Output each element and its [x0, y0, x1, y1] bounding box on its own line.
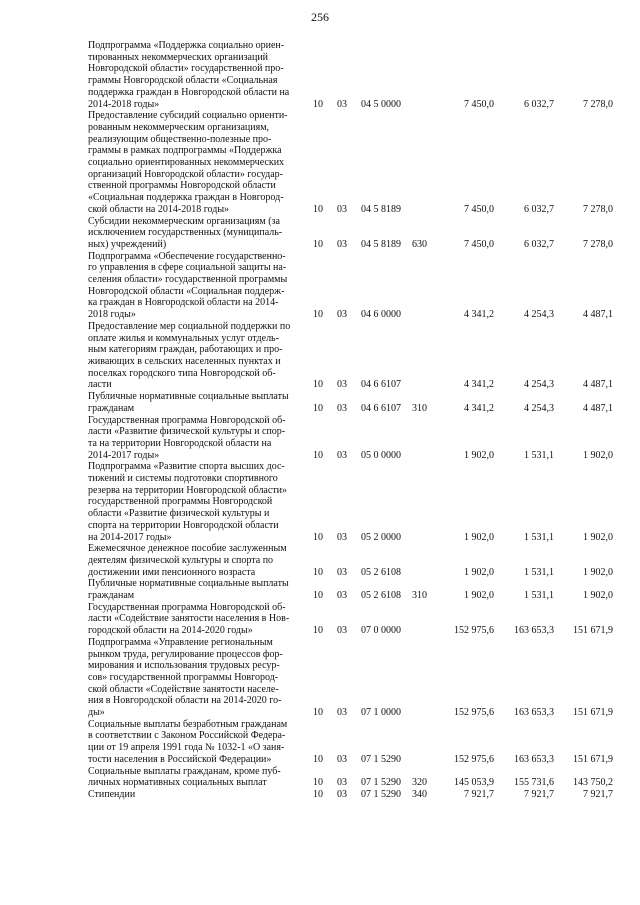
amount-year-3: 4 487,1: [583, 309, 613, 321]
row-description: Подпрограмма «Управление региональным рынком труда, регулирование процессов фор- мирования и использования трудовых ресур- сов» государственной программы Новгород- ской области «Содействие занятости населе- ния в Новгородской области на 2014-2020 го- ды»: [88, 636, 283, 719]
amount-year-3: 4 487,1: [583, 379, 613, 391]
subsection-code: 03: [337, 238, 347, 250]
subsection-code: 03: [337, 789, 347, 800]
section-code: 10: [313, 402, 323, 414]
table-row: [0, 789, 640, 801]
section-code: 10: [313, 203, 323, 215]
expense-type-code: 630: [412, 238, 427, 250]
row-description: Государственная программа Новгородской об- ласти «Развитие физической культуры и спор- та на территории Новгородской области на 2014-2017 годы»: [88, 414, 286, 461]
target-article-code: 04 6 6107: [361, 402, 401, 414]
target-article-code: 05 2 0000: [361, 531, 401, 543]
amount-year-1: 4 341,2: [464, 309, 494, 321]
amount-year-1: 1 902,0: [464, 531, 494, 543]
amount-year-2: 4 254,3: [524, 309, 554, 321]
amount-year-3: 151 671,9: [573, 753, 613, 765]
amount-year-2: 163 653,3: [514, 707, 554, 719]
row-description: Стипендии: [88, 789, 136, 800]
amount-year-1: 1 902,0: [464, 449, 494, 461]
expense-type-code: 310: [412, 590, 427, 602]
amount-year-2: 4 254,3: [524, 379, 554, 391]
section-code: 10: [313, 309, 323, 321]
section-code: 10: [313, 777, 323, 789]
amount-year-2: 6 032,7: [524, 203, 554, 215]
row-description: Публичные нормативные социальные выплаты гражданам: [88, 391, 289, 414]
section-code: 10: [313, 625, 323, 637]
amount-year-2: 6 032,7: [524, 98, 554, 110]
row-description: Подпрограмма «Развитие спорта высших дос- тижений и системы подготовки спортивного резерва на территории Новгородской области» государственной программы Новгородской области «Развитие физической культуры и спорта на территории Новгородской области на 2014-2017 годы»: [88, 461, 288, 543]
section-code: 10: [313, 789, 323, 800]
section-code: 10: [313, 449, 323, 461]
amount-year-1: 1 902,0: [464, 590, 494, 602]
amount-year-2: 163 653,3: [514, 753, 554, 765]
amount-year-1: 4 341,2: [464, 379, 494, 391]
subsection-code: 03: [337, 203, 347, 215]
expense-type-code: 310: [412, 402, 427, 414]
subsection-code: 03: [337, 590, 347, 602]
amount-year-3: 7 278,0: [583, 98, 613, 110]
table-row: [0, 637, 640, 719]
subsection-code: 03: [337, 777, 347, 789]
row-description: Социальные выплаты гражданам, кроме пуб- личных нормативных социальных выплат: [88, 765, 281, 789]
target-article-code: 07 1 0000: [361, 707, 401, 719]
amount-year-1: 7 921,7: [464, 789, 494, 800]
amount-year-2: 4 254,3: [524, 402, 554, 414]
amount-year-3: 1 902,0: [583, 566, 613, 578]
amount-year-3: 7 921,7: [583, 789, 613, 800]
row-description: Предоставление мер социальной поддержки по оплате жилья и коммунальных услуг отдель- ным категориям граждан, работающих и про- живающих в сельских населенных пунктах и поселках городского типа Новгородской об- ласти: [88, 320, 291, 391]
target-article-code: 04 5 8189: [361, 238, 401, 250]
budget-table: [0, 40, 640, 801]
amount-year-3: 4 487,1: [583, 402, 613, 414]
target-article-code: 07 1 5290: [361, 789, 401, 800]
subsection-code: 03: [337, 98, 347, 110]
subsection-code: 03: [337, 309, 347, 321]
amount-year-1: 152 975,6: [454, 707, 494, 719]
section-code: 10: [313, 753, 323, 765]
table-row: [0, 321, 640, 391]
section-code: 10: [313, 98, 323, 110]
target-article-code: 04 5 0000: [361, 98, 401, 110]
target-article-code: 04 6 0000: [361, 309, 401, 321]
amount-year-2: 7 921,7: [524, 789, 554, 800]
section-code: 10: [313, 566, 323, 578]
subsection-code: 03: [337, 379, 347, 391]
table-row: [0, 461, 640, 543]
target-article-code: 05 0 0000: [361, 449, 401, 461]
amount-year-3: 1 902,0: [583, 449, 613, 461]
amount-year-3: 151 671,9: [573, 707, 613, 719]
amount-year-2: 1 531,1: [524, 566, 554, 578]
amount-year-1: 4 341,2: [464, 402, 494, 414]
table-row: [0, 602, 640, 637]
subsection-code: 03: [337, 753, 347, 765]
table-row: [0, 216, 640, 251]
amount-year-3: 1 902,0: [583, 590, 613, 602]
subsection-code: 03: [337, 707, 347, 719]
subsection-code: 03: [337, 402, 347, 414]
amount-year-2: 163 653,3: [514, 625, 554, 637]
subsection-code: 03: [337, 449, 347, 461]
row-description: Публичные нормативные социальные выплаты гражданам: [88, 578, 289, 602]
amount-year-3: 7 278,0: [583, 238, 613, 250]
table-row: [0, 391, 640, 414]
row-description: Подпрограмма «Поддержка социально ориен- тированных некоммерческих организаций Новгородской области» государственной про- граммы Новгородской области «Социальная поддержка граждан в Новгородской области на 2014-2018 годы»: [88, 40, 290, 110]
subsection-code: 03: [337, 566, 347, 578]
target-article-code: 07 0 0000: [361, 625, 401, 637]
page-number: 256: [311, 10, 329, 24]
amount-year-1: 7 450,0: [464, 203, 494, 215]
row-description: Подпрограмма «Обеспечение государственно- го управления в сфере социальной защиты на- селения области» государственной программы Новгородской области «Социальная поддерж- ка граждан в Новгородской области на 2014- 2018 годы»: [88, 250, 288, 321]
table-row: [0, 543, 640, 578]
table-row: [0, 578, 640, 601]
target-article-code: 07 1 5290: [361, 777, 401, 789]
table-row: [0, 40, 640, 110]
row-description: Социальные выплаты безработным гражданам в соответствии с Законом Российской Федера- ции от 19 апреля 1991 года № 1032-1 «О заня- тости населения в Российской Федерации»: [88, 718, 288, 765]
table-row: [0, 110, 640, 215]
amount-year-3: 7 278,0: [583, 203, 613, 215]
amount-year-3: 143 750,2: [573, 777, 613, 789]
table-row: [0, 415, 640, 462]
amount-year-1: 7 450,0: [464, 238, 494, 250]
target-article-code: 07 1 5290: [361, 753, 401, 765]
section-code: 10: [313, 707, 323, 719]
table-row: [0, 719, 640, 766]
target-article-code: 04 5 8189: [361, 203, 401, 215]
amount-year-1: 152 975,6: [454, 753, 494, 765]
target-article-code: 05 2 6108: [361, 566, 401, 578]
row-description: Субсидии некоммерческим организациям (за исключением государственных (муниципаль- ных) учреждений): [88, 215, 283, 250]
amount-year-1: 7 450,0: [464, 98, 494, 110]
section-code: 10: [313, 590, 323, 602]
subsection-code: 03: [337, 625, 347, 637]
section-code: 10: [313, 379, 323, 391]
row-description: Государственная программа Новгородской об- ласти «Содействие занятости населения в Нов- городской области на 2014-2020 годы»: [88, 601, 290, 637]
amount-year-2: 1 531,1: [524, 449, 554, 461]
target-article-code: 04 6 6107: [361, 379, 401, 391]
table-row: [0, 766, 640, 789]
target-article-code: 05 2 6108: [361, 590, 401, 602]
amount-year-2: 1 531,1: [524, 590, 554, 602]
amount-year-3: 151 671,9: [573, 625, 613, 637]
expense-type-code: 340: [412, 789, 427, 800]
section-code: 10: [313, 531, 323, 543]
amount-year-2: 1 531,1: [524, 531, 554, 543]
expense-type-code: 320: [412, 777, 427, 789]
table-row: [0, 251, 640, 321]
amount-year-2: 6 032,7: [524, 238, 554, 250]
section-code: 10: [313, 238, 323, 250]
amount-year-3: 1 902,0: [583, 531, 613, 543]
amount-year-1: 145 053,9: [454, 777, 494, 789]
row-description: Ежемесячное денежное пособие заслуженным деятелям физической культуры и спорта по достижении ими пенсионного возраста: [88, 543, 287, 578]
row-description: Предоставление субсидий социально ориенти- рованным некоммерческим организациям, реализующим общественно-полезные про- граммы в рамках подпрограммы «Поддержка социально ориентированных некоммерческих организаций Новгородской области» государ- ственной программы Новгородской области «Социальная поддержка граждан в Новгород- ской области на 2014-2018 годы»: [88, 110, 288, 215]
amount-year-2: 155 731,6: [514, 777, 554, 789]
subsection-code: 03: [337, 531, 347, 543]
amount-year-1: 1 902,0: [464, 566, 494, 578]
amount-year-1: 152 975,6: [454, 625, 494, 637]
